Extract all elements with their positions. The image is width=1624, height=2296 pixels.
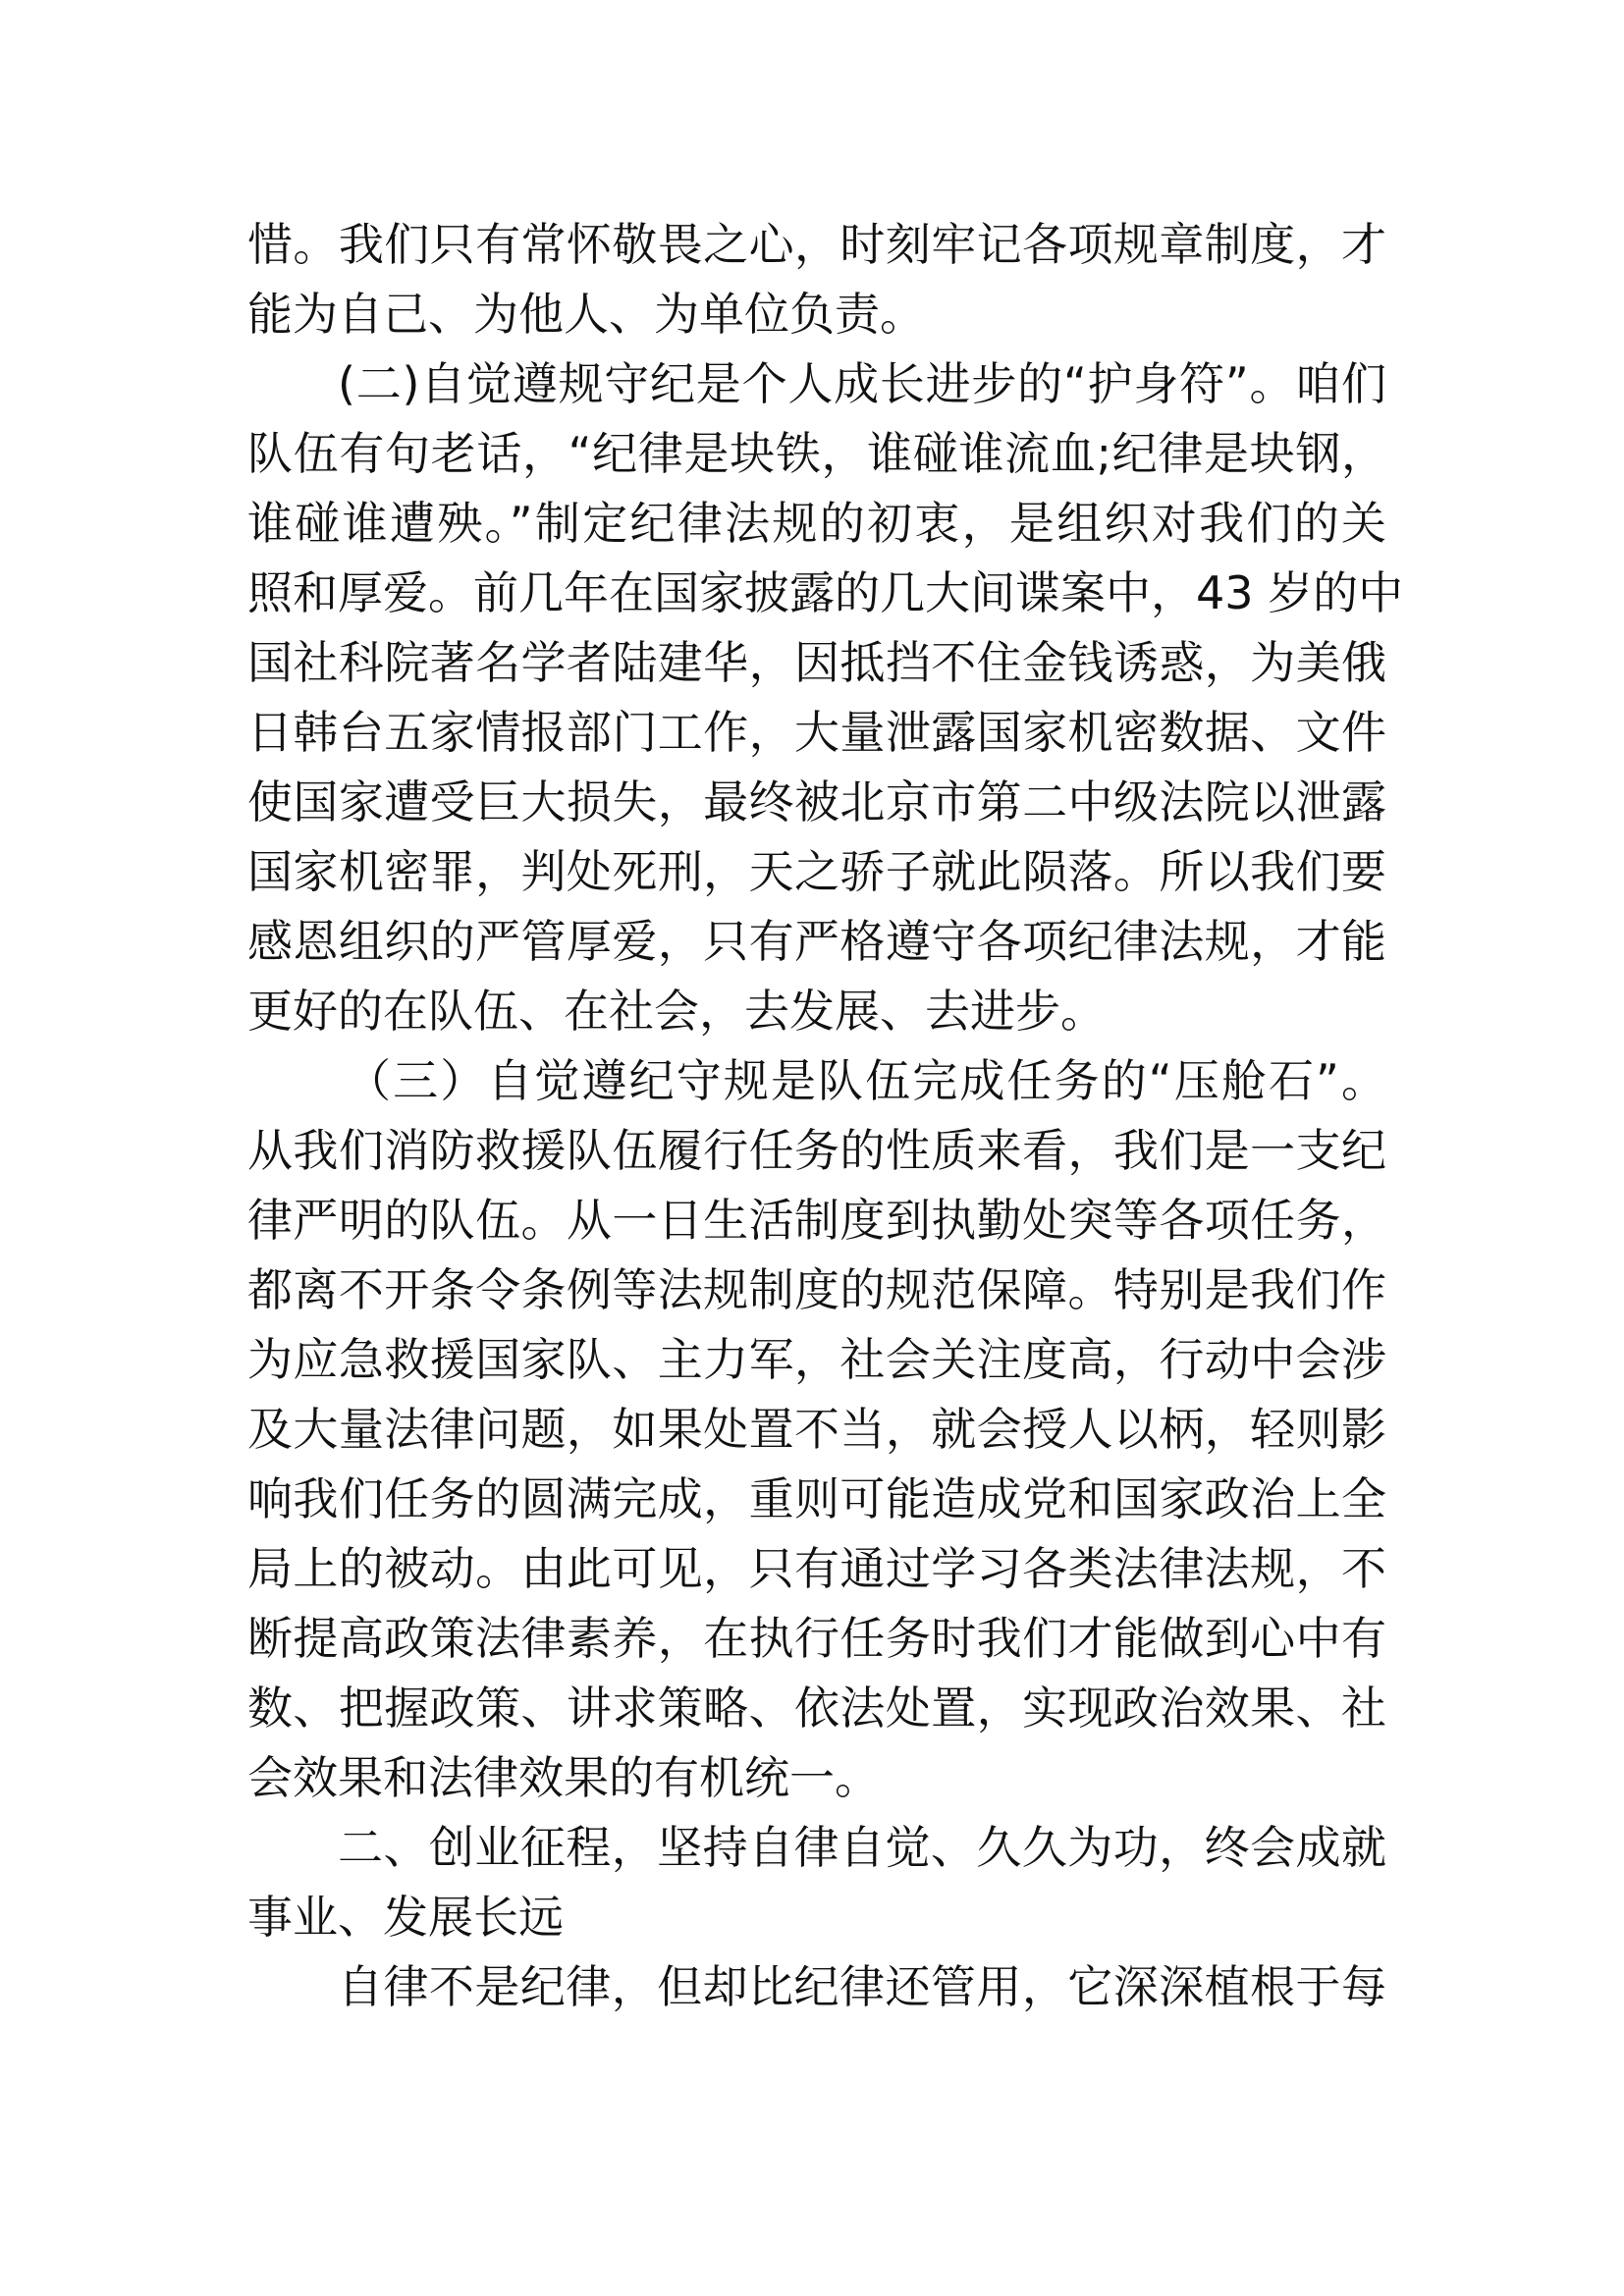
text-line: 都离不开条令条例等法规制度的规范保障。特别是我们作	[247, 1263, 1386, 1316]
text-line: 断提高政策法律素养，在执行任务时我们才能做到心中有	[247, 1612, 1386, 1665]
text-line: 队伍有句老话，“纪律是块铁，谁碰谁流血;纪律是块钢，	[247, 427, 1386, 480]
text-line: 局上的被动。由此可见，只有通过学习各类法律法规，不	[247, 1542, 1386, 1595]
text-line: 更好的在队伍、在社会，去发展、去进步。	[247, 985, 1106, 1038]
text-line: 自律不是纪律，但却比纪律还管用，它深深植根于每	[338, 1960, 1386, 2013]
text-line: 响我们任务的圆满完成，重则可能造成党和国家政治上全	[247, 1472, 1386, 1525]
text-line: 谁碰谁遭殃。”制定纪律法规的初衷，是组织对我们的关	[247, 497, 1386, 550]
text-line: 为应急救援国家队、主力军，社会关注度高，行动中会涉	[247, 1333, 1386, 1386]
text-line: 感恩组织的严管厚爱，只有严格遵守各项纪律法规，才能	[247, 915, 1386, 968]
section-heading: 二、创业征程，坚持自律自觉、久久为功，终会成就	[338, 1821, 1386, 1874]
text-line: 国社科院著名学者陆建华，因抵挡不住金钱诱惑，为美俄	[247, 636, 1386, 689]
text-line: 日韩台五家情报部门工作，大量泄露国家机密数据、文件	[247, 706, 1386, 759]
text-line: 数、把握政策、讲求策略、依法处置，实现政治效果、社	[247, 1682, 1386, 1735]
section-heading: 事业、发展长远	[247, 1891, 564, 1944]
text-line: 从我们消防救援队伍履行任务的性质来看，我们是一支纪	[247, 1124, 1386, 1177]
text-line: 照和厚爱。前几年在国家披露的几大间谍案中，43 岁的中	[247, 566, 1404, 619]
section-heading: (二)自觉遵规守纪是个人成长进步的“护身符”。咱们	[338, 357, 1386, 410]
text-line: 惜。我们只有常怀敬畏之心，时刻牢记各项规章制度，才	[247, 218, 1386, 271]
text-line: 会效果和法律效果的有机统一。	[247, 1751, 880, 1804]
text-line: 及大量法律问题，如果处置不当，就会授人以柄，轻则影	[247, 1403, 1386, 1456]
text-line: 能为自己、为他人、为单位负责。	[247, 288, 925, 341]
text-line: 国家机密罪，判处死刑，天之骄子就此陨落。所以我们要	[247, 845, 1386, 898]
section-heading: （三）自觉遵纪守规是队伍完成任务的“压舱石”。	[346, 1054, 1386, 1107]
text-line: 使国家遭受巨大损失，最终被北京市第二中级法院以泄露	[247, 775, 1386, 828]
text-line: 律严明的队伍。从一日生活制度到执勤处突等各项任务，	[247, 1194, 1386, 1247]
